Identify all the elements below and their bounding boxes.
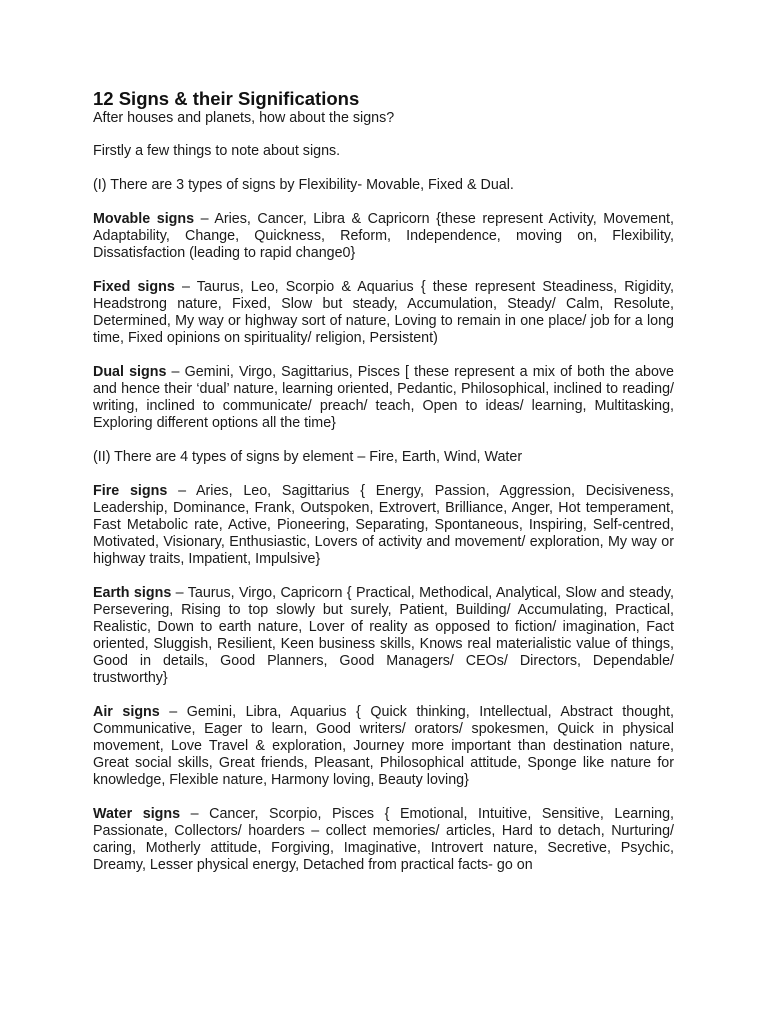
fixed-signs-paragraph (93, 279, 674, 347)
dual-signs-lead: Dual signs (93, 364, 167, 380)
intro-paragraph: Firstly a few things to note about signs. (93, 143, 341, 159)
air-signs-text: – Gemini, Libra, Aquarius { Quick thinking, Intellectual, Abstract thought, Communicative, Eager to learn, Good writers/ orators/ spokesmen, Quick in physical movement, Love Travel & exploration, Journey more important than destination nature, Great social skills, Great friends, Pleasant, Philosophical attitude, Sponge like nature for knowledge, Flexible nature, Harmony loving, Beauty loving} (93, 704, 674, 788)
water-signs-lead: Water signs (93, 806, 181, 822)
air-signs-lead: Air signs (93, 704, 160, 720)
dual-signs-text: – Gemini, Virgo, Sagittarius, Pisces [ these represent a mix of both the above and hence their ‘dual’ nature, learning oriented, Pedantic, Philosophical, inclined to reading/ writing, inclined to communicate/ preach/ teach, Open to ideas/ learning, Multitasking, Exploring different options all the time} (93, 364, 674, 431)
fixed-signs-lead: Fixed signs (93, 279, 175, 295)
fire-signs-text: – Aries, Leo, Sagittarius { Energy, Passion, Aggression, Decisiveness, Leadership, Dominance, Frank, Outspoken, Extrovert, Brilliance, Anger, Hot temperament, Fast Metabolic rate, Active, Pioneering, Separating, Spontaneous, Inspiring, Self-centred, Motivated, Visionary, Enthusiastic, Lovers of activity and movement/ exploration, My way or highway traits, Impatient, Impulsive} (93, 483, 674, 567)
document-subtitle: After houses and planets, how about the signs? (93, 110, 395, 126)
dual-signs-paragraph (93, 364, 674, 432)
movable-signs-lead: Movable signs (93, 211, 195, 227)
flexibility-heading: (I) There are 3 types of signs by Flexibility- Movable, Fixed & Dual. (93, 177, 514, 193)
earth-signs-paragraph (93, 585, 674, 687)
document-title: 12 Signs & their Significations (93, 88, 360, 109)
water-signs-paragraph (93, 806, 674, 874)
fixed-signs-text: – Taurus, Leo, Scorpio & Aquarius { these represent Steadiness, Rigidity, Headstrong nature, Fixed, Slow but steady, Accumulation, Steady/ Calm, Resolute, Determined, My way or highway sort of nature, Loving to remain in one place/ job for a long time, Fixed opinions on spirituality/ religion, Persistent) (93, 279, 675, 346)
fire-signs-lead: Fire signs (93, 483, 168, 499)
air-signs-paragraph (93, 704, 674, 789)
earth-signs-text: – Taurus, Virgo, Capricorn { Practical, Methodical, Analytical, Slow and steady, Persevering, Rising to top slowly but surely, Patient, Building/ Accumulating, Practical, Realistic, Down to earth nature, Lover of reality as opposed to fiction/ imagination, Fact oriented, Sluggish, Resilient, Keen business skills, Knows real materialistic value of things, Good in details, Good Planners, Good Managers/ CEOs/ Directors, Dependable/ trustworthy} (93, 585, 674, 686)
movable-signs-text: – Aries, Cancer, Libra & Capricorn {these represent Activity, Movement, Adaptability, Change, Quickness, Reform, Independence, moving on, Flexibility, Dissatisfaction (leading to rapid change0} (93, 211, 675, 261)
movable-signs-paragraph (93, 211, 674, 262)
element-heading: (II) There are 4 types of signs by element – Fire, Earth, Wind, Water (93, 449, 523, 465)
earth-signs-lead: Earth signs (93, 585, 172, 601)
water-signs-text: – Cancer, Scorpio, Pisces { Emotional, Intuitive, Sensitive, Learning, Passionate, Collectors/ hoarders – collect memories/ articles, Hard to detach, Nurturing/ caring, Motherly attitude, Forgiving, Imaginative, Introvert nature, Secretive, Psychic, Dreamy, Lesser physical energy, Detached from practical facts- go on (93, 806, 674, 873)
document-page (93, 88, 674, 891)
fire-signs-paragraph (93, 483, 674, 568)
